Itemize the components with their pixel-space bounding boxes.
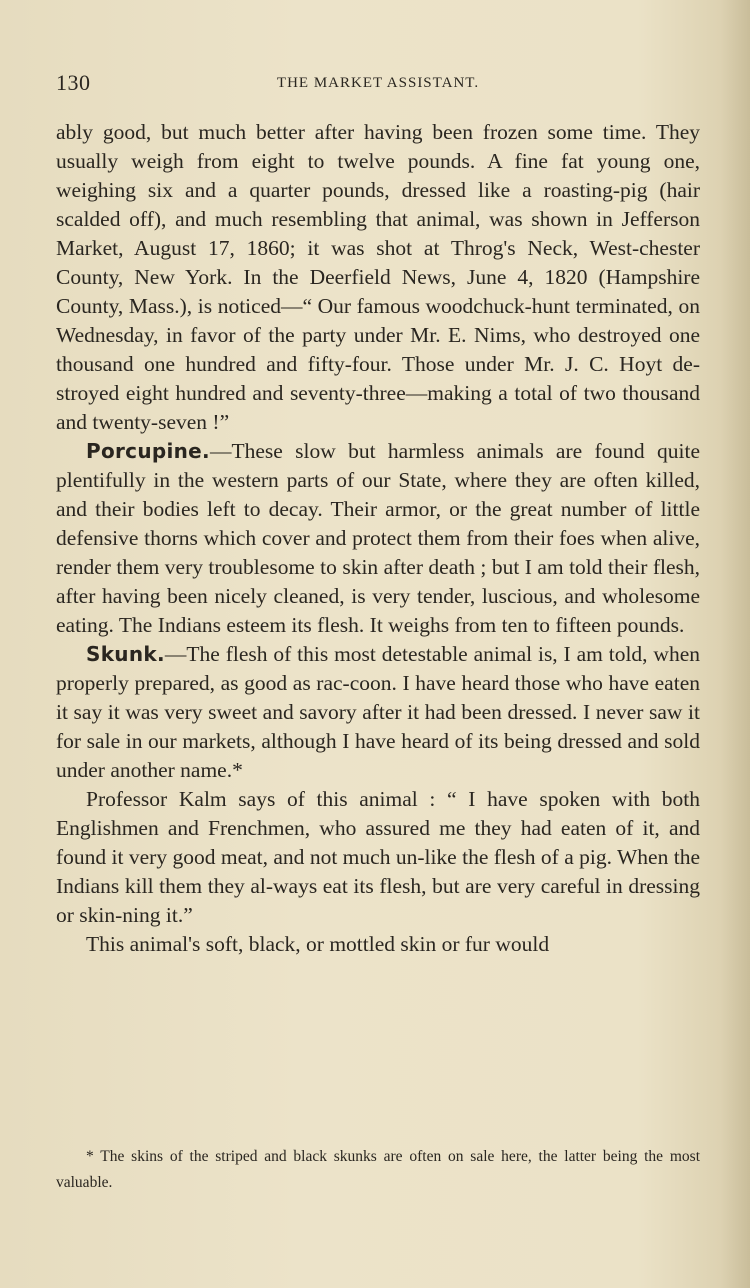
paragraph-skin-fur: This animal's soft, black, or mottled skin or fur would [86, 932, 550, 956]
heading-porcupine: Porcupine. [86, 439, 210, 463]
paragraph-skunk [56, 640, 700, 785]
running-head: THE MARKET ASSISTANT. [276, 75, 480, 91]
paragraph-porcupine [56, 437, 700, 640]
paragraph-kalm-quote: Professor Kalm says of this animal : “ I have spoken with both Englishmen and Frenchmen, who assured me they had eaten of it, and found it very good meat, and not much un-like the flesh of a pig. When the Indians kill them they al-ways eat its flesh, but are very careful in dressing or skin-ning it.” [56, 787, 700, 927]
heading-skunk: Skunk. [86, 642, 165, 666]
paragraph-porcupine-text: —These slow but harmless animals are found quite plentifully in the western parts of our State, where they are often killed, and their bodies left to decay. Their armor, or the great number of little defensive thorns which cover and protect them from their foes when alive, render them very troublesome to skin after death ; but I am told their flesh, after having been nicely cleaned, is very tender, luscious, and wholesome eating. The Indians esteem its flesh. It weighs from ten to fifteen pounds. [56, 439, 700, 637]
body-text [56, 118, 700, 959]
paragraph-woodchuck-continued: ably good, but much better after having been frozen some time. They usually weigh from eight to twelve pounds. A fine fat young one, weighing six and a quarter pounds, dressed like a roasting-pig (hair scalded off), and much resembling that animal, was shown in Jefferson Market, August 17, 1860; it was shot at Throg's Neck, West-chester County, New York. In the Deerfield News, June 4, 1820 (Hampshire County, Mass.), is noticed—“ Our famous woodchuck-hunt terminated, on Wednesday, in favor of the party under Mr. E. Nims, who destroyed one thousand one hundred and fifty-four. Those under Mr. J. C. Hoyt de-stroyed eight hundred and seventy-three—making a total of two thousand and twenty-seven !” [56, 120, 700, 434]
page-header [56, 70, 700, 100]
page-number: 130 [56, 70, 91, 95]
footnote: * The skins of the striped and black skunks are often on sale here, the latter being the most valuable. [56, 1148, 700, 1191]
paragraph-skunk-text: —The flesh of this most detestable animal is, I am told, when properly prepared, as good as rac-coon. I have heard those who have eaten it say it was very sweet and savory after it had been dressed. I never saw it for sale in our markets, although I have heard of its being dressed and sold under another name.* [56, 642, 700, 782]
